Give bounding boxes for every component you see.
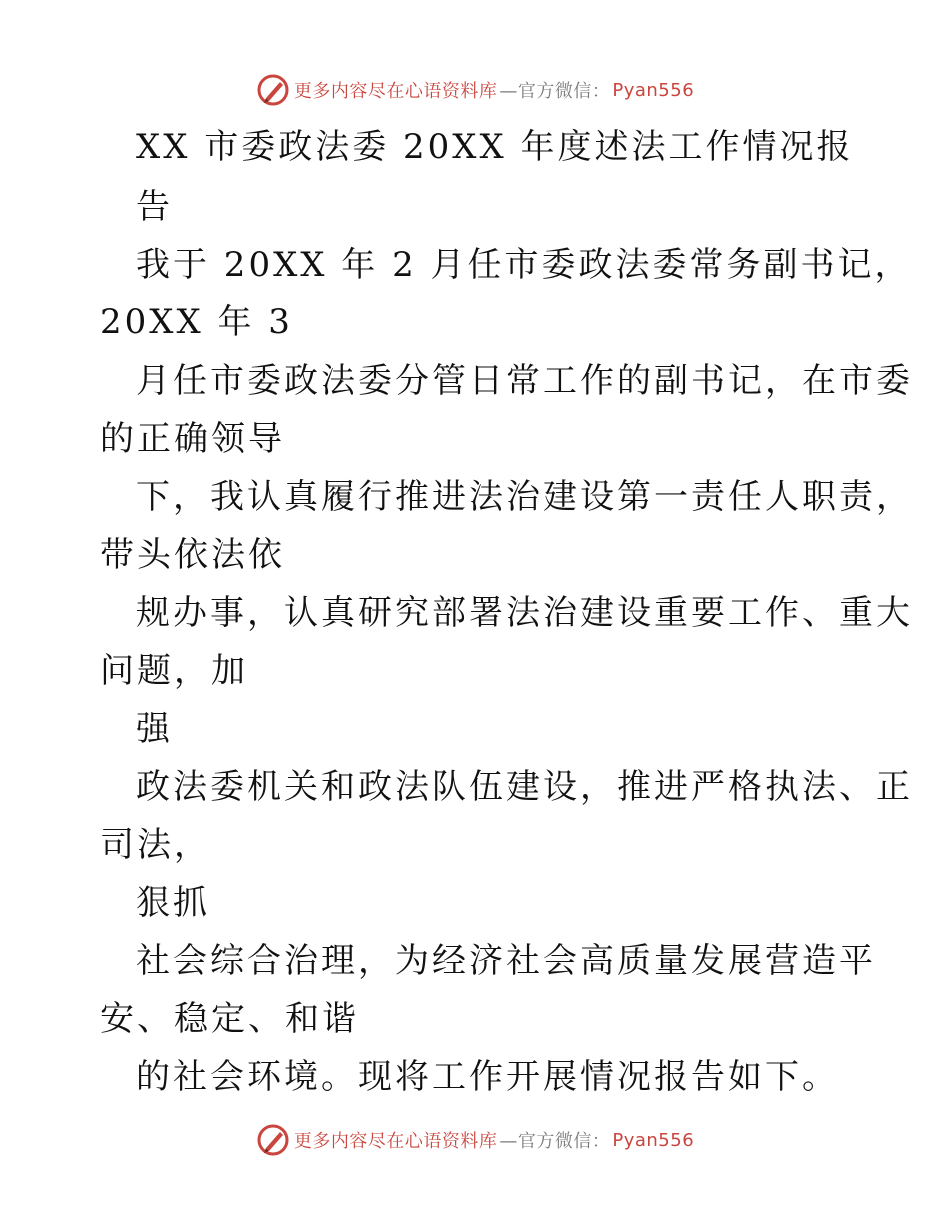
pen-logo-icon — [256, 73, 290, 107]
paragraph-line: 规办事，认真研究部署法治建设重要工作、重大 — [136, 593, 913, 633]
paragraph-line: 带头依法依 — [100, 535, 285, 575]
paragraph-line: 我于 20XX 年 2 月任市委政法委常务副书记， — [136, 245, 912, 285]
paragraph-line: 强 — [136, 709, 173, 749]
paragraph-line: 司法， — [100, 825, 211, 865]
promo-separator: —官方微信： — [499, 81, 611, 102]
paragraph-line: 月任市委政法委分管日常工作的副书记，在市委 — [136, 361, 913, 401]
header-banner — [0, 70, 950, 110]
footer-banner — [0, 1120, 950, 1160]
promo-separator: —官方微信： — [499, 1131, 611, 1152]
paragraph-line: 的社会环境。现将工作开展情况报告如下。 — [136, 1057, 839, 1097]
promo-text: 更多内容尽在心语资料库 — [293, 81, 498, 102]
paragraph-line: 社会综合治理，为经济社会高质量发展营造平 — [136, 941, 876, 981]
wechat-id: Pyan556 — [612, 1129, 695, 1151]
paragraph-line: 狠抓 — [136, 883, 210, 923]
promo-text: 更多内容尽在心语资料库 — [293, 1131, 498, 1152]
paragraph-line: 下，我认真履行推进法治建设第一责任人职责， — [136, 477, 913, 517]
paragraph-line: 问题，加 — [100, 651, 248, 691]
paragraph-line: 20XX 年 3 — [100, 302, 293, 342]
paragraph-line: 政法委机关和政法队伍建设，推进严格执法、正 — [136, 767, 913, 807]
paragraph-line: 的正确领导 — [100, 419, 285, 459]
paragraph-line: 安、稳定、和谐 — [100, 999, 359, 1039]
pen-logo-icon — [256, 1123, 290, 1157]
document-title-line: XX 市委政法委 20XX 年度述法工作情况报 — [136, 127, 854, 167]
document-title-line: 告 — [136, 187, 173, 227]
wechat-id: Pyan556 — [612, 79, 695, 101]
